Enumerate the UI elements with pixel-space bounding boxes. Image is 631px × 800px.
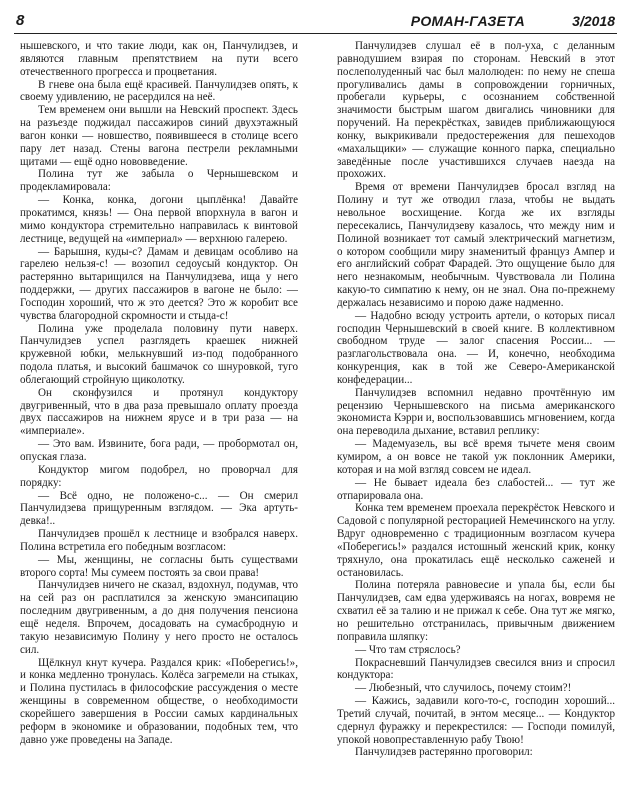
- paragraph: — Мадемуазель, вы всё время тычете меня своим кумиром, а он вовсе не такой уж поклонник Америки, которая и на мой взгляд совсем не идеал.: [337, 438, 615, 476]
- right-column: [337, 40, 615, 792]
- paragraph: нышевского, и что такие люди, как он, Панчулидзев, и являются главным препятствием на пути всего отечественного прогресса и процветания.: [20, 40, 298, 78]
- paragraph: Конка тем временем проехала перекрёсток Невского и Садовой с популярной ресторацией Немечинского на углу. Вдруг одновременно с традиционным возгласом кучера «Поберегись!» раздался истошный женский крик, конку тряхнуло, она прокатилась ещё несколько саженей и остановилась.: [337, 502, 615, 579]
- paragraph: Панчулидзев прошёл к лестнице и взобрался наверх. Полина встретила его победным возгласом:: [20, 528, 298, 553]
- paragraph: Панчулидзев ничего не сказал, вздохнул, подумав, что на сей раз он расплатился за женскую эмансипацию последним двугривенным, а до дня получения пенсиона ещё неделя. Впрочем, досадовать на сумасбродную и такую независимую Полину у него просто не осталось сил.: [20, 579, 298, 656]
- paragraph: Кондуктор мигом подобрел, но проворчал для порядку:: [20, 463, 298, 489]
- left-column: [20, 40, 298, 792]
- paragraph: — Это вам. Извините, бога ради, — пробормотал он, опуская глаза.: [20, 438, 298, 463]
- paragraph: Полина потеряла равновесие и упала бы, если бы Панчулидзев, сам едва удерживаясь на ногах, вовремя не схватил её за талию и не прижал к себе. Она тут же мягко, но решительно отстранилась, привычным движением поправила шляпку:: [337, 579, 615, 643]
- paragraph: — Барышня, куды-с? Дамам и девицам особливо на гарелею нельзя-с! — возопил седоусый кондуктор. Он растерянно вытарищился на Панчулидзева, ища у него поддержки, — других пассажиров в вагоне не было: — Господин хороший, что ж это деется? Это ж коробит все чувства благородной скромности и стыда-с!: [20, 245, 298, 322]
- paragraph: — Надобно всюду устроить артели, о которых писал господин Чернышевский в своей книге. В коллективном свободном труде — залог спасения России... — разглагольствовала она. — И, конечно, необходима конкуренция, как в той же Северо-Американской конфедерации...: [337, 309, 615, 386]
- paragraph: Тем временем они вышли на Невский проспект. Здесь на разъезде поджидал пассажиров синий двухэтажный вагон конки — новшество, появившееся в столице всего пару лет назад. Стены вагона пестрели рекламными щитами — ещё одно нововведение.: [20, 104, 298, 168]
- paragraph: Полина уже проделала половину пути наверх. Панчулидзев успел разглядеть краешек нижней кружевной юбки, мелькнувший из-под подобранного подола платья, и высокий башмачок со шнуровкой, туго облегающий стройную щиколотку.: [20, 322, 298, 386]
- paragraph: — Конка, конка, догони цыплёнка! Давайте прокатимся, князь! — Она первой впорхнула в вагон и мимо кондуктора стремительно направилась к винтовой лестнице, ведущей на «империал» — верхнюю галерею.: [20, 194, 298, 245]
- paragraph: Панчулидзев слушал её в пол-уха, с деланным равнодушием взирая по сторонам. Невский в этот послеполуденный час был малолюден: по нему не спеша прогуливались дамы в сопровождении горничных, пробегали курьеры, с осознанием собственной значимости быстрым шагом двигались чиновники для поручений. На перекрёстках, завидев приближающуюся конку, выкрикивали предостережения для пешеходов «махальщики» — служащие конного парка, специально заведённые после участившихся случаев наезда на прохожих.: [337, 40, 615, 181]
- paragraph: Панчулидзев растерянно проговорил:: [355, 746, 533, 759]
- magazine-title: РОМАН-ГАЗЕТА: [410, 13, 525, 29]
- paragraph: Щёлкнул кнут кучера. Раздался крик: «Поберегись!», и конка медленно тронулась. Колёса загремели на стыках, и Полина пустилась в философские рассуждения о месте женщины в современном обществе, о необходимости скорейшего завершения в России самых кардинальных реформ в экономике и образовании, подобных тем, что давно уже проведены на Западе.: [20, 656, 298, 746]
- paragraph: — Мы, женщины, не согласны быть существами второго сорта! Мы сумеем постоять за свои права!: [20, 553, 298, 579]
- paragraph: — Всё одно, не положено-с... — Он смерил Панчулидзева прищуренным взглядом. — Эка артуть-девка!..: [20, 489, 298, 528]
- paragraph: В гневе она была ещё красивей. Панчулидзев опять, к своему удивлению, не расердился на неё.: [20, 78, 298, 104]
- paragraph: Время от времени Панчулидзев бросал взгляд на Полину и тут же отводил глаза, чтобы не выдать невольное восхищение. Когда же их взгляды пересекались, Панчулидзеву казалось, что между ним и Полиной возникает тот самый электрический магнетизм, о котором сообщили миру знаменитый француз Ампер и его английский собрат Фарадей. Это ощущение было для него незнакомым, необычным. Чувствовала ли Полина какую-то симпатию к нему, он не знал. Она по-прежнему держалась независимо и порою даже надменно.: [337, 181, 615, 309]
- paragraph: Он сконфузился и протянул кондуктору двугривенный, что в два раза превышало оплату проезда двух пассажиров на нижнем ярусе и в три раза — на «империале».: [20, 386, 298, 438]
- paragraph: — Что там стряслось?: [355, 643, 461, 656]
- paragraph: Полина тут же забыла о Чернышевском и продекламировала:: [20, 168, 298, 194]
- issue-number: 3/2018: [572, 13, 615, 29]
- paragraph: Покрасневший Панчулидзев свесился вниз и спросил кондуктора:: [337, 656, 615, 682]
- header-rule: [14, 33, 617, 34]
- paragraph: — Не бывает идеала без слабостей... — тут же отпарировала она.: [337, 476, 615, 502]
- page-number: 8: [16, 12, 25, 29]
- paragraph: — Кажись, задавили кого-то-с, господин хороший... Третий случай, почитай, в энтом месяце... — Кондуктор сдернул фуражку и перекрестился: — Господи помилуй, упокой новопреставленную рабу Твою!: [337, 695, 615, 746]
- paragraph: Панчулидзев вспомнил недавно прочтённую им рецензию Чернышевского на письма американского экономиста Кэрри и, воспользовавшись мгновением, когда она переводила дыхание, вставил реплику:: [337, 386, 615, 438]
- paragraph: — Любезный, что случилось, почему стоим?!: [355, 682, 572, 695]
- page-header: [14, 12, 617, 30]
